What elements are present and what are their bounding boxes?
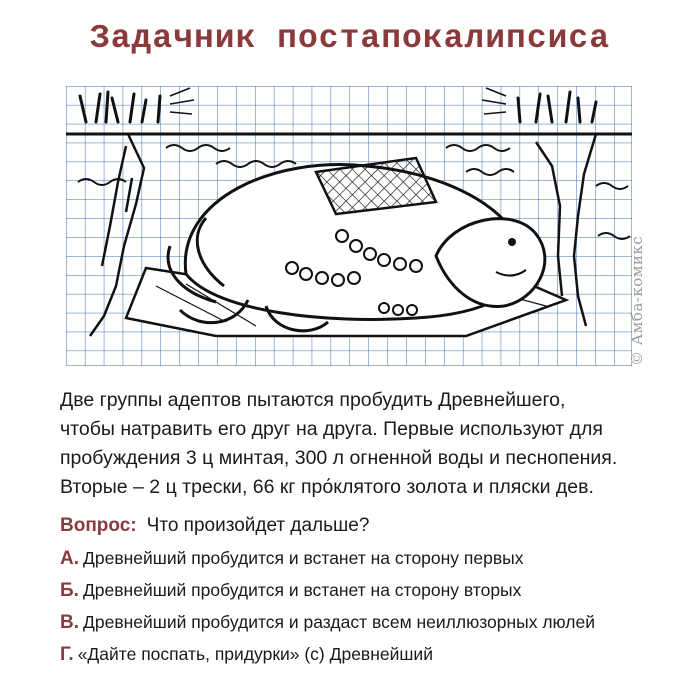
answer-letter: В. — [60, 612, 79, 633]
problem-line: чтобы натравить его друг на друга. Первые используют для — [60, 418, 603, 440]
question — [60, 515, 369, 537]
problem-statement — [60, 386, 660, 502]
question-text: Что произойдет дальше? — [146, 515, 370, 536]
answer-list — [60, 548, 595, 676]
answer-letter: Б. — [60, 580, 79, 601]
answer-text: «Дайте поспать, придурки» (с) Древнейший — [77, 644, 433, 664]
answer-text: Древнейший пробудится и встанет на сторону вторых — [82, 580, 522, 600]
answer-option-g[interactable] — [60, 644, 595, 676]
answer-option-a[interactable] — [60, 548, 595, 580]
answer-text: Древнейший пробудится и раздаст всем неиллюзорных люлей — [83, 612, 596, 632]
answer-letter: Г. — [60, 644, 74, 665]
copyright-watermark: © Амба-комикс — [628, 235, 646, 366]
answer-option-v[interactable] — [60, 612, 595, 644]
answer-option-b[interactable] — [60, 580, 595, 612]
problem-line: пробуждения 3 ц минтая, 300 л огненной воды и песнопения. — [60, 447, 618, 469]
page-title: Задачник постапокалипсиса — [89, 20, 611, 57]
problem-line: Вторые – 2 ц трески, 66 кг про́клятого золота и пляски дев. — [60, 476, 594, 498]
question-label: Вопрос: — [60, 515, 137, 536]
problem-line: Две группы адептов пытаются пробудить Древнейшего, — [60, 389, 566, 411]
answer-text: Древнейший пробудится и встанет на сторону первых — [83, 548, 524, 568]
sleeping-ancient-one-illustration — [66, 86, 632, 366]
answer-letter: А. — [60, 548, 79, 569]
